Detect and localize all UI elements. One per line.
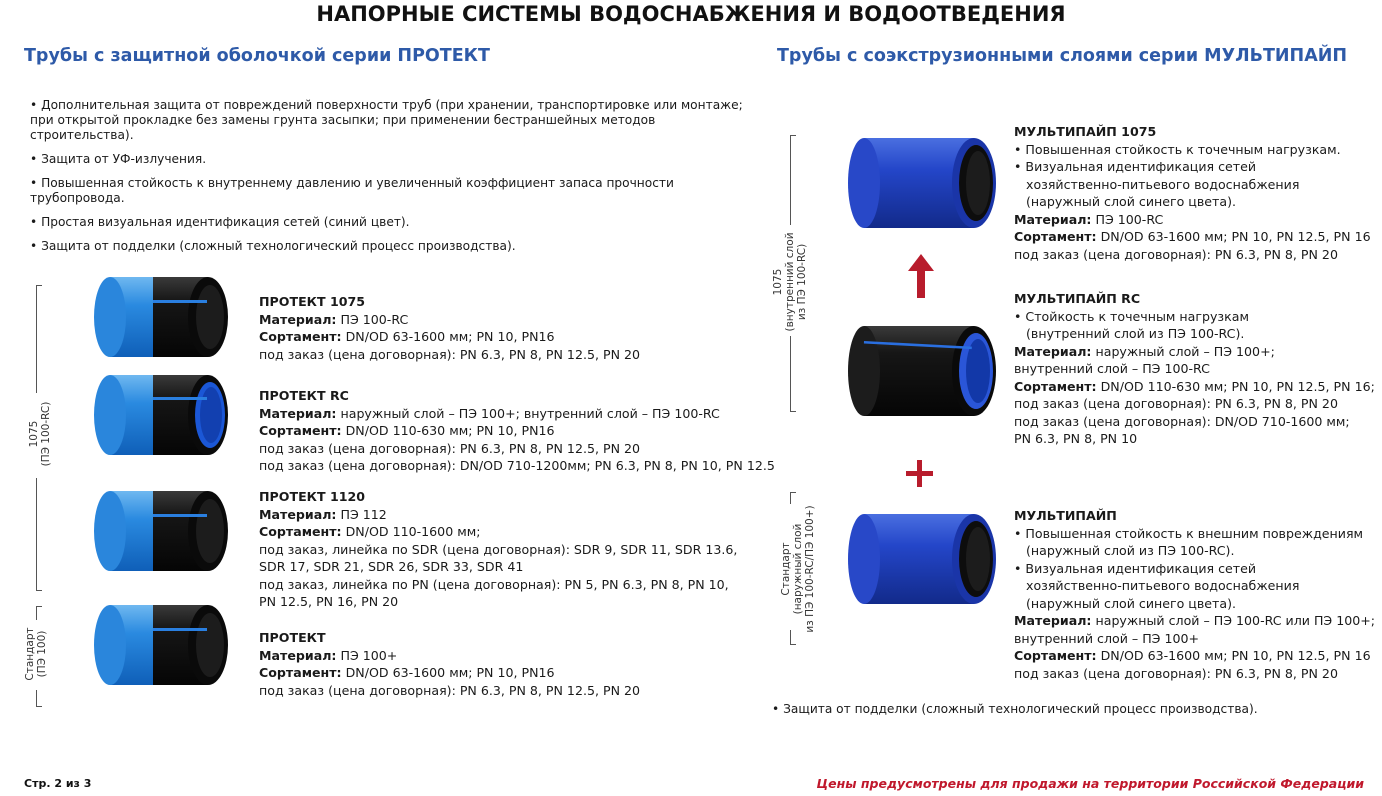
order-line: под заказ (цена договорная): PN 6.3, PN 8, PN 12.5, PN 20 <box>259 440 641 456</box>
product-multipipe-rc <box>1014 290 1375 448</box>
material-line: Материал: ПЭ 100+ <box>259 647 398 663</box>
plus-icon <box>905 459 935 489</box>
order-line: под заказ (цена договорная): DN/OD 710-1600 мм; <box>1014 413 1350 429</box>
feature-line: • Стойкость к точечным нагрузкам <box>1014 308 1249 324</box>
feature-line: (наружный слой из ПЭ 100-RC). <box>1026 543 1235 558</box>
pipe-image-multipipe-1075 <box>842 132 998 234</box>
order-line: под заказ (цена договорная): PN 6.3, PN 8, PN 20 <box>1014 246 1338 262</box>
order-line: PN 6.3, PN 8, PN 10 <box>1014 431 1138 446</box>
bullet-line: • Простая визуальная идентификация сетей (синий цвет). <box>30 215 410 229</box>
assortment-line: Сортамент: DN/OD 110-1600 мм; <box>259 524 481 539</box>
pipe-image-multipipe <box>842 508 998 610</box>
material-line: Материал: наружный слой – ПЭ 100+; внутренний слой – ПЭ 100-RC <box>259 405 720 421</box>
material-line: Материал: ПЭ 112 <box>259 506 387 522</box>
right-subtitle: Трубы с соэкструзионными слоями серии МУЛЬТИПАЙП <box>777 46 1348 66</box>
product-title: МУЛЬТИПАЙП <box>1014 508 1117 523</box>
product-title: МУЛЬТИПАЙП 1075 <box>1014 124 1157 139</box>
bullet-line: • Защита от подделки (сложный технологический процесс производства). <box>30 239 516 253</box>
left-bracket-bottom-label: Стандарт (ПЭ 100) <box>24 627 48 681</box>
product-multipipe-1075 <box>1014 123 1371 263</box>
bullet-line: • Дополнительная защита от повреждений поверхности труб (при хранении, транспортировке или монтаже; <box>30 98 743 112</box>
assortment-line: Сортамент: DN/OD 63-1600 мм; PN 10, PN16 <box>259 665 555 680</box>
assortment-line: Сортамент: DN/OD 63-1600 мм; PN 10, PN 12.5, PN 16 <box>1014 648 1371 663</box>
feature-line: • Визуальная идентификация сетей <box>1014 159 1257 174</box>
left-subtitle: Трубы с защитной оболочкой серии ПРОТЕКТ <box>24 46 490 66</box>
feature-line: (внутренний слой из ПЭ 100-RC). <box>1026 326 1245 341</box>
order-line: под заказ (цена договорная): PN 6.3, PN 8, PN 12.5, PN 20 <box>259 346 641 362</box>
feature-line: • Повышенная стойкость к точечным нагрузкам. <box>1014 141 1341 157</box>
right-note: • Защита от подделки (сложный технологический процесс производства). <box>772 702 1258 716</box>
footer-notice: Цены предусмотрены для продажи на территории Российской Федерации <box>816 776 1364 791</box>
feature-line: • Повышенная стойкость к внешним повреждениям <box>1014 525 1364 541</box>
product-protect-1075 <box>259 293 640 363</box>
assortment-line: Сортамент: DN/OD 63-1600 мм; PN 10, PN16 <box>259 329 555 344</box>
right-bracket-top-label: 1075 (внутренний слой из ПЭ 100-RC) <box>772 232 808 332</box>
order-line: под заказ (цена договорная): PN 6.3, PN 8, PN 20 <box>1014 396 1338 411</box>
bullet-line: • Защита от УФ-излучения. <box>30 152 207 166</box>
pipe-image-protect <box>88 600 238 690</box>
arrow-up-icon <box>906 254 936 300</box>
assortment-line: Сортамент: DN/OD 63-1600 мм; PN 10, PN 12.5, PN 16 <box>1014 229 1371 244</box>
feature-line: (наружный слой синего цвета). <box>1026 194 1237 209</box>
pipe-image-protect-1075 <box>88 272 238 362</box>
left-bracket-top-label: 1075 (ПЭ 100-RC) <box>28 401 52 467</box>
product-title: ПРОТЕКТ 1075 <box>259 294 365 309</box>
order-line: под заказ (цена договорная): DN/OD 710-1200мм; PN 6.3, PN 8, PN 10, PN 12.5 <box>259 458 775 473</box>
product-title: ПРОТЕКТ RC <box>259 388 349 403</box>
assortment-line: Сортамент: DN/OD 110-630 мм; PN 10, PN 12.5, PN 16; <box>1014 378 1375 394</box>
pipe-image-protect-rc <box>88 370 238 460</box>
bullet-line: • Повышенная стойкость к внутреннему давлению и увеличенный коэффициент запаса прочности трубопровода. <box>30 176 674 205</box>
product-protect-1120 <box>259 488 737 611</box>
feature-line: • Визуальная идентификация сетей <box>1014 560 1257 576</box>
feature-line: (наружный слой синего цвета). <box>1026 595 1237 611</box>
product-title: ПРОТЕКТ <box>259 630 326 645</box>
material-line: Материал: наружный слой – ПЭ 100+; <box>1014 343 1275 359</box>
material-line: Материал: ПЭ 100-RC <box>259 311 409 327</box>
bullet-line: при открытой прокладке без замены грунта засыпки; при применении бестраншейных методов строительства). <box>30 113 656 142</box>
product-protect-rc <box>259 387 775 475</box>
pipe-image-protect-1120 <box>88 486 238 576</box>
order-line: под заказ, линейка по SDR (цена договорная): SDR 9, SDR 11, SDR 13.6, <box>259 541 738 557</box>
product-title: МУЛЬТИПАЙП RC <box>1014 291 1141 306</box>
product-multipipe <box>1014 507 1375 682</box>
product-title: ПРОТЕКТ 1120 <box>259 489 365 504</box>
left-bullets <box>30 98 760 263</box>
material-line-2: внутренний слой – ПЭ 100-RC <box>1014 361 1210 376</box>
order-line: под заказ (цена договорная): PN 6.3, PN 8, PN 12.5, PN 20 <box>259 682 641 698</box>
material-line-2: внутренний слой – ПЭ 100+ <box>1014 630 1200 646</box>
right-bracket-bottom-label: Стандарт (наружный слой из ПЭ 100-RC/ПЭ 100+) <box>780 505 816 633</box>
material-line: Материал: наружный слой – ПЭ 100-RC или ПЭ 100+; <box>1014 613 1376 628</box>
pipe-image-multipipe-rc <box>842 320 998 422</box>
page-title: НАПОРНЫЕ СИСТЕМЫ ВОДОСНАБЖЕНИЯ И ВОДООТВЕДЕНИЯ <box>316 2 1066 26</box>
order-line: под заказ (цена договорная): PN 6.3, PN 8, PN 20 <box>1014 665 1338 681</box>
assortment-line: Сортамент: DN/OD 110-630 мм; PN 10, PN16 <box>259 423 555 438</box>
order-line: под заказ, линейка по PN (цена договорная): PN 5, PN 6.3, PN 8, PN 10, <box>259 576 729 592</box>
feature-line: хозяйственно-питьевого водоснабжения <box>1026 176 1300 192</box>
page-number: Стр. 2 из 3 <box>24 777 92 790</box>
feature-line: хозяйственно-питьевого водоснабжения <box>1026 578 1300 593</box>
material-line: Материал: ПЭ 100-RC <box>1014 211 1164 227</box>
order-line: SDR 17, SDR 21, SDR 26, SDR 33, SDR 41 <box>259 559 524 574</box>
product-protect <box>259 629 640 699</box>
order-line: PN 12.5, PN 16, PN 20 <box>259 594 399 609</box>
